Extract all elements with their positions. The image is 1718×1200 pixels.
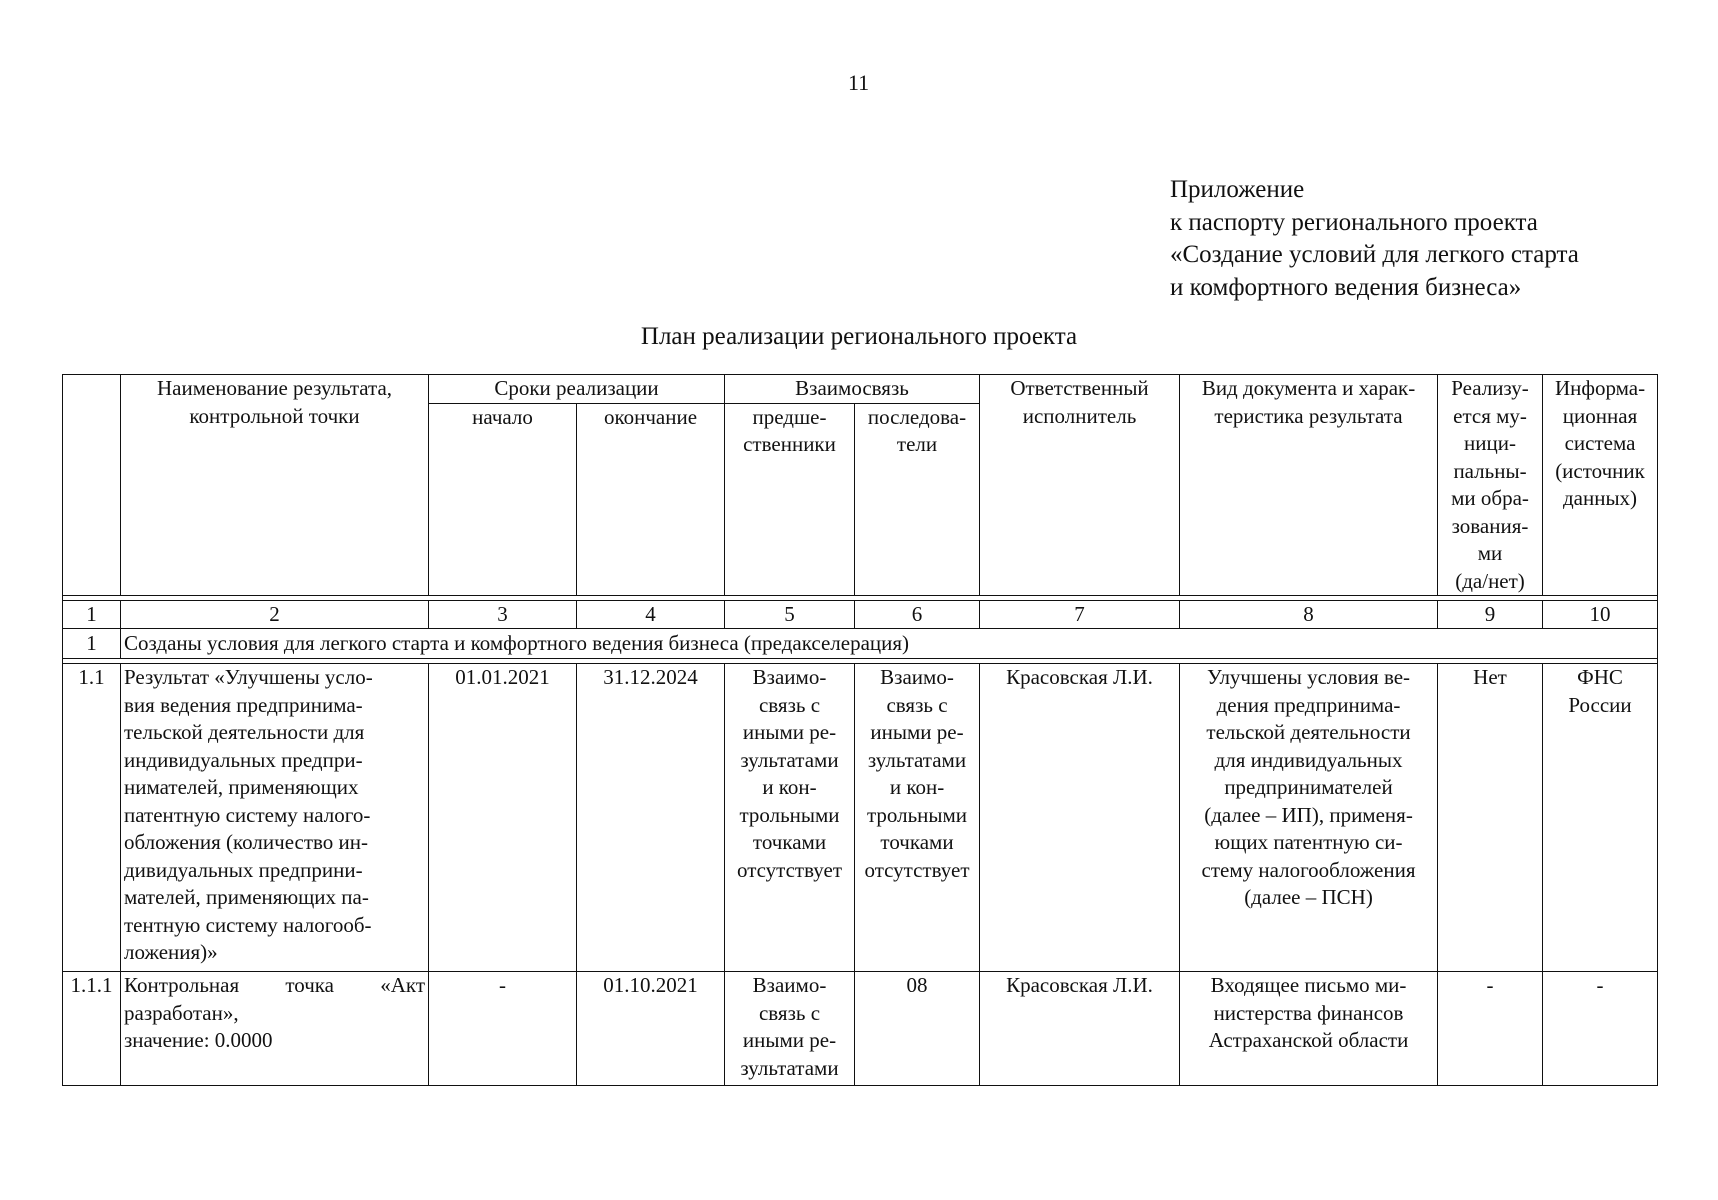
document-cell: Улучшены условия ве- дения предпринима- тельской деятельности для индивидуальных предпринимателей (далее – ИП), применя- ющих патентную си- стему налогообложения (далее – ПСН) — [1180, 664, 1438, 972]
column-number-row — [63, 601, 1658, 629]
responsible-cell: Красовская Л.И. — [980, 664, 1180, 972]
info-system-cell: - — [1543, 972, 1658, 1086]
header-end: окончание — [577, 403, 725, 595]
successors-cell: Взаимо- связь с иными ре- зультатами и кон- трольными точками отсутствует — [855, 664, 980, 972]
plan-title: План реализации регионального проекта — [640, 323, 1078, 350]
start-date: - — [429, 972, 577, 1086]
column-number: 10 — [1543, 601, 1658, 629]
end-date: 01.10.2021 — [577, 972, 725, 1086]
column-number: 2 — [121, 601, 429, 629]
appendix-note — [1170, 174, 1579, 304]
section-row — [63, 629, 1658, 659]
predecessors-cell: Взаимо- связь с иными ре- зультатами и кон- трольными точками отсутствует — [725, 664, 855, 972]
municipal-cell: - — [1438, 972, 1543, 1086]
column-number: 8 — [1180, 601, 1438, 629]
header-name: Наименование результата, контрольной точки — [121, 375, 429, 596]
column-number: 3 — [429, 601, 577, 629]
column-number: 1 — [63, 601, 121, 629]
column-number: 4 — [577, 601, 725, 629]
successors-cell: 08 — [855, 972, 980, 1086]
header-successors: последова- тели — [855, 403, 980, 595]
section-title: Созданы условия для легкого старта и комфортного ведения бизнеса (предакселерация) — [121, 629, 1658, 659]
row-number: 1.1.1 — [63, 972, 121, 1086]
column-number: 5 — [725, 601, 855, 629]
column-number: 9 — [1438, 601, 1543, 629]
section-number: 1 — [63, 629, 121, 659]
table-row — [63, 972, 1658, 1086]
appendix-line: «Создание условий для легкого старта — [1170, 241, 1579, 268]
result-name: Результат «Улучшены усло- вия ведения предпринима- тельской деятельности для индивидуальных предпри- нимателей, применяющих патентную систему налого- обложения (количество ин- дивидуальных предприни- мателей, применяющих па- тентную систему налогооб- ложения)» — [121, 664, 429, 972]
plan-table — [62, 374, 1658, 1086]
header-number — [63, 375, 121, 596]
start-date: 01.01.2021 — [429, 664, 577, 972]
result-name: Контрольная точка «Акт разработан», значение: 0.0000 — [121, 972, 429, 1086]
appendix-line: к паспорту регионального проекта — [1170, 208, 1538, 236]
header-responsible: Ответственный исполнитель — [980, 375, 1180, 596]
predecessors-cell: Взаимо- связь с иными ре- зультатами — [725, 972, 855, 1086]
header-predecessors: предше- ственники — [725, 403, 855, 595]
appendix-line: Приложение — [1170, 176, 1305, 203]
header-municipal: Реализу- ется му- ници- пальны- ми обра- зования- ми (да/нет) — [1438, 375, 1543, 596]
info-system-cell: ФНС России — [1543, 664, 1658, 972]
column-number: 6 — [855, 601, 980, 629]
responsible-cell: Красовская Л.И. — [980, 972, 1180, 1086]
header-relation-group: Взаимосвязь — [725, 375, 980, 404]
header-document: Вид документа и харак- теристика результата — [1180, 375, 1438, 596]
municipal-cell: Нет — [1438, 664, 1543, 972]
document-cell: Входящее письмо ми- нистерства финансов Астраханской области — [1180, 972, 1438, 1086]
page-number: 11 — [848, 70, 870, 95]
header-terms-group: Сроки реализации — [429, 375, 725, 404]
header-start: начало — [429, 403, 577, 595]
row-number: 1.1 — [63, 664, 121, 972]
end-date: 31.12.2024 — [577, 664, 725, 972]
appendix-line: и комфортного ведения бизнеса» — [1170, 273, 1522, 301]
column-number: 7 — [980, 601, 1180, 629]
header-info-system: Информа- ционная система (источник данных) — [1543, 375, 1658, 596]
table-row — [63, 664, 1658, 972]
